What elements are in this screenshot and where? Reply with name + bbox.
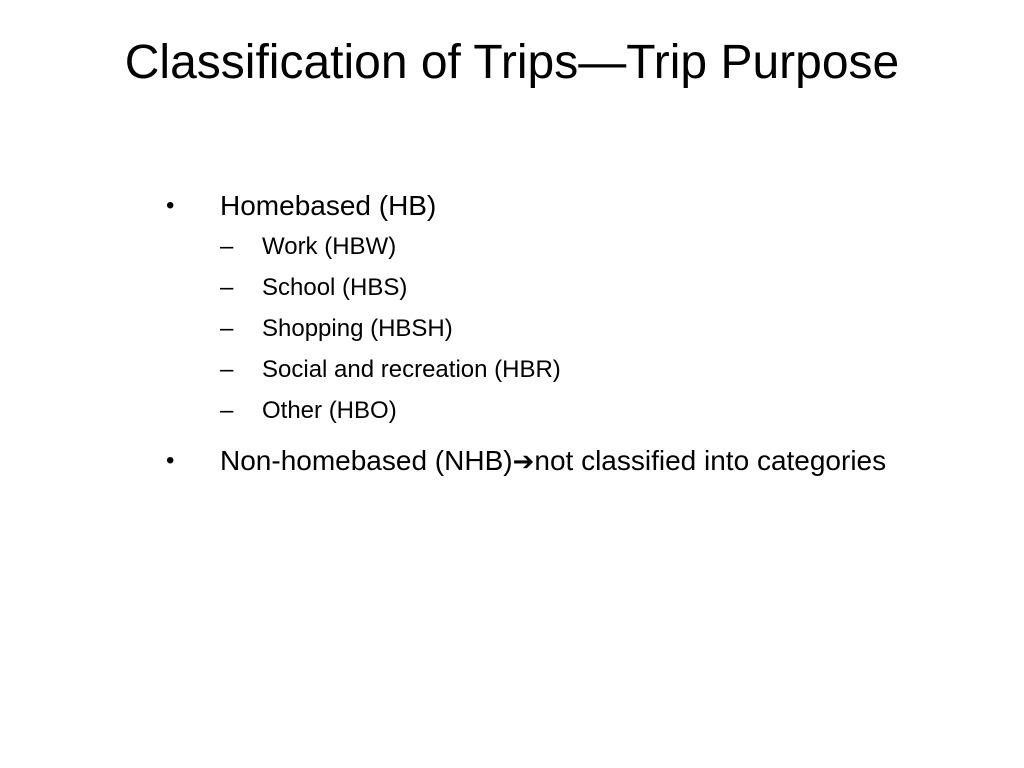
bullet-marker: • bbox=[166, 447, 175, 474]
slide-title: Classification of Trips—Trip Purpose bbox=[124, 36, 900, 89]
sub-bullet-item-other bbox=[220, 390, 900, 431]
sub-bullet-text: School (HBS) bbox=[262, 274, 408, 301]
dash-marker: – bbox=[220, 274, 234, 301]
sub-bullet-item-work bbox=[220, 226, 900, 267]
sub-bullet-text: Social and recreation (HBR) bbox=[262, 356, 561, 383]
dash-marker: – bbox=[220, 315, 234, 342]
dash-marker: – bbox=[220, 397, 234, 424]
bullet-text-before-arrow: Non-homebased (NHB) bbox=[220, 445, 513, 476]
bullet-text-after-arrow: not classified into categories bbox=[534, 445, 887, 476]
sub-bullet-list bbox=[220, 226, 900, 431]
dash-marker: – bbox=[220, 356, 234, 383]
right-arrow-icon: ➔ bbox=[512, 447, 535, 477]
sub-bullet-text: Other (HBO) bbox=[262, 397, 397, 424]
bullet-list bbox=[160, 186, 900, 482]
sub-bullet-item-social-recreation bbox=[220, 349, 900, 390]
sub-bullet-text: Shopping (HBSH) bbox=[262, 315, 453, 342]
sub-bullet-item-shopping bbox=[220, 308, 900, 349]
sub-bullet-text: Work (HBW) bbox=[262, 233, 397, 260]
bullet-text: Homebased (HB) bbox=[220, 190, 437, 221]
bullet-item-homebased bbox=[160, 186, 900, 431]
bullet-item-non-homebased bbox=[160, 441, 900, 482]
dash-marker: – bbox=[220, 233, 234, 260]
sub-bullet-item-school bbox=[220, 267, 900, 308]
bullet-marker: • bbox=[166, 192, 175, 219]
